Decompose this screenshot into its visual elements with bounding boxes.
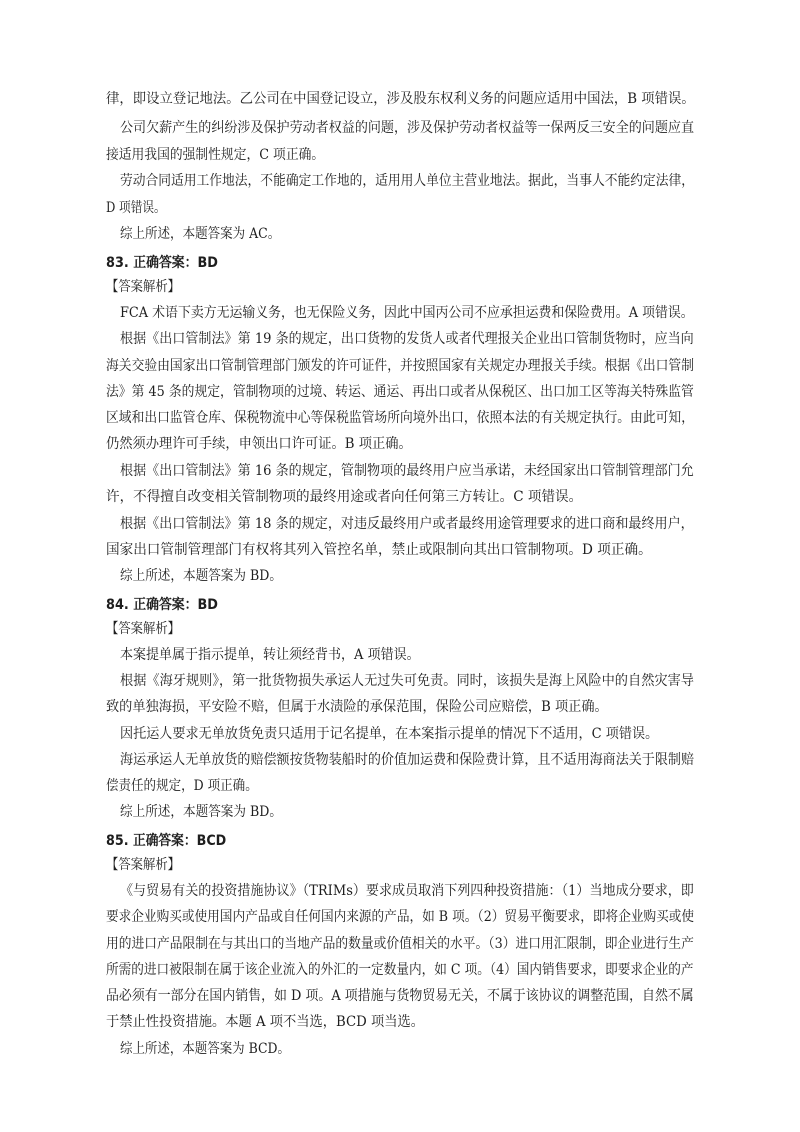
text-line: D 项错误。 <box>106 200 166 216</box>
text-line: 海运承运人无单放货的赔偿额按货物装船时的价值加运费和保险费计算，且不适用海商法关于限制赔 <box>120 752 694 768</box>
text-line: 因托运人要求无单放货免责只适用于记名提单，在本案指示提单的情况下不适用，C 项错误。 <box>120 726 659 742</box>
text-line: 【答案解析】 <box>106 857 181 873</box>
text-line: 综上所述，本题答案为 BD。 <box>120 804 282 820</box>
text-line: 本案提单属于指示提单，转让须经背书，A 项错误。 <box>120 647 420 663</box>
text-line: 国家出口管制管理部门有权将其列入管控名单，禁止或限制向其出口管制物项。D 项正确。 <box>106 542 652 558</box>
text-line: 《与贸易有关的投资措施协议》（TRIMs）要求成员取消下列四种投资措施：（1）当地成分要求，即 <box>120 883 694 899</box>
text-line: 综上所述，本题答案为 BCD。 <box>120 1041 290 1057</box>
text-line: 劳动合同适用工作地法，不能确定工作地的，适用用人单位主营业地法。据此，当事人不能约定法律， <box>120 173 694 189</box>
text-line: 根据《出口管制法》第 19 条的规定，出口货物的发货人或者代理报关企业出口管制货物时，应当向 <box>120 331 694 347</box>
text-line: 根据《出口管制法》第 18 条的规定，对违反最终用户或者最终用途管理要求的进口商和最终用户， <box>120 516 694 532</box>
text-line: 【答案解析】 <box>106 279 181 295</box>
text-line: 接适用我国的强制性规定，C 项正确。 <box>106 147 325 163</box>
text-line: 法》第 45 条的规定，管制物项的过境、转运、通运、再出口或者从保税区、出口加工区等海关特殊监管 <box>106 384 694 400</box>
text-line: 致的单独海损，平安险不赔，但属于水渍险的承保范围，保险公司应赔偿，B 项正确。 <box>106 699 608 715</box>
answer-heading: 85. 正确答案：BCD <box>106 833 227 849</box>
text-line: 【答案解析】 <box>106 621 181 637</box>
answer-heading: 83. 正确答案：BD <box>106 255 218 271</box>
text-line: 根据《海牙规则》，第一批货物损失承运人无过失可免责。同时，该损失是海上风险中的自然灾害导 <box>120 673 694 689</box>
text-line: 海关交验由国家出口管制管理部门颁发的许可证件，并按照国家有关规定办理报关手续。根据《出口管制 <box>106 358 694 374</box>
text-line: 于禁止性投资措施。本题 A 项不当选，BCD 项当选。 <box>106 1014 424 1030</box>
text-line: 综上所述，本题答案为 BD。 <box>120 568 282 584</box>
text-line: 许，不得擅自改变相关管制物项的最终用途或者向任何第三方转让。C 项错误。 <box>106 489 583 505</box>
text-line: 品必须有一部分在国内销售，如 D 项。A 项措施与货物贸易无关，不属于该协议的调整范围，自然不属 <box>106 988 694 1004</box>
text-line: 所需的进口被限制在属于该企业流入的外汇的一定数量内，如 C 项。（4）国内销售要求，即要求企业的产 <box>106 962 694 978</box>
text-line: 律，即设立登记地法。乙公司在中国登记设立，涉及股东权利义务的问题应适用中国法，B 项错误。 <box>106 91 695 107</box>
answer-heading: 84. 正确答案：BD <box>106 597 218 613</box>
text-line: 区域和出口监管仓库、保税物流中心等保税监管场所向境外出口，依照本法的有关规定执行。由此可知， <box>106 410 694 426</box>
text-line: 公司欠薪产生的纠纷涉及保护劳动者权益的问题，涉及保护劳动者权益等一保两反三安全的问题应直 <box>120 120 694 136</box>
text-line: 综上所述，本题答案为 AC。 <box>120 226 281 242</box>
text-line: 偿责任的规定，D 项正确。 <box>106 778 258 794</box>
text-line: 用的进口产品限制在与其出口的当地产品的数量或价值相关的水平。（3）进口用汇限制，即企业进行生产 <box>106 936 694 952</box>
text-line: 根据《出口管制法》第 16 条的规定，管制物项的最终用户应当承诺，未经国家出口管制管理部门允 <box>120 463 694 479</box>
text-line: 要求企业购买或使用国内产品或自任何国内来源的产品，如 B 项。（2）贸易平衡要求，即将企业购买或使 <box>106 909 695 925</box>
text-line: 仍然须办理许可手续，申领出口许可证。B 项正确。 <box>106 436 412 452</box>
text-line: FCA 术语下卖方无运输义务，也无保险义务，因此中国丙公司不应承担运费和保险费用。A 项错误。 <box>120 305 694 321</box>
